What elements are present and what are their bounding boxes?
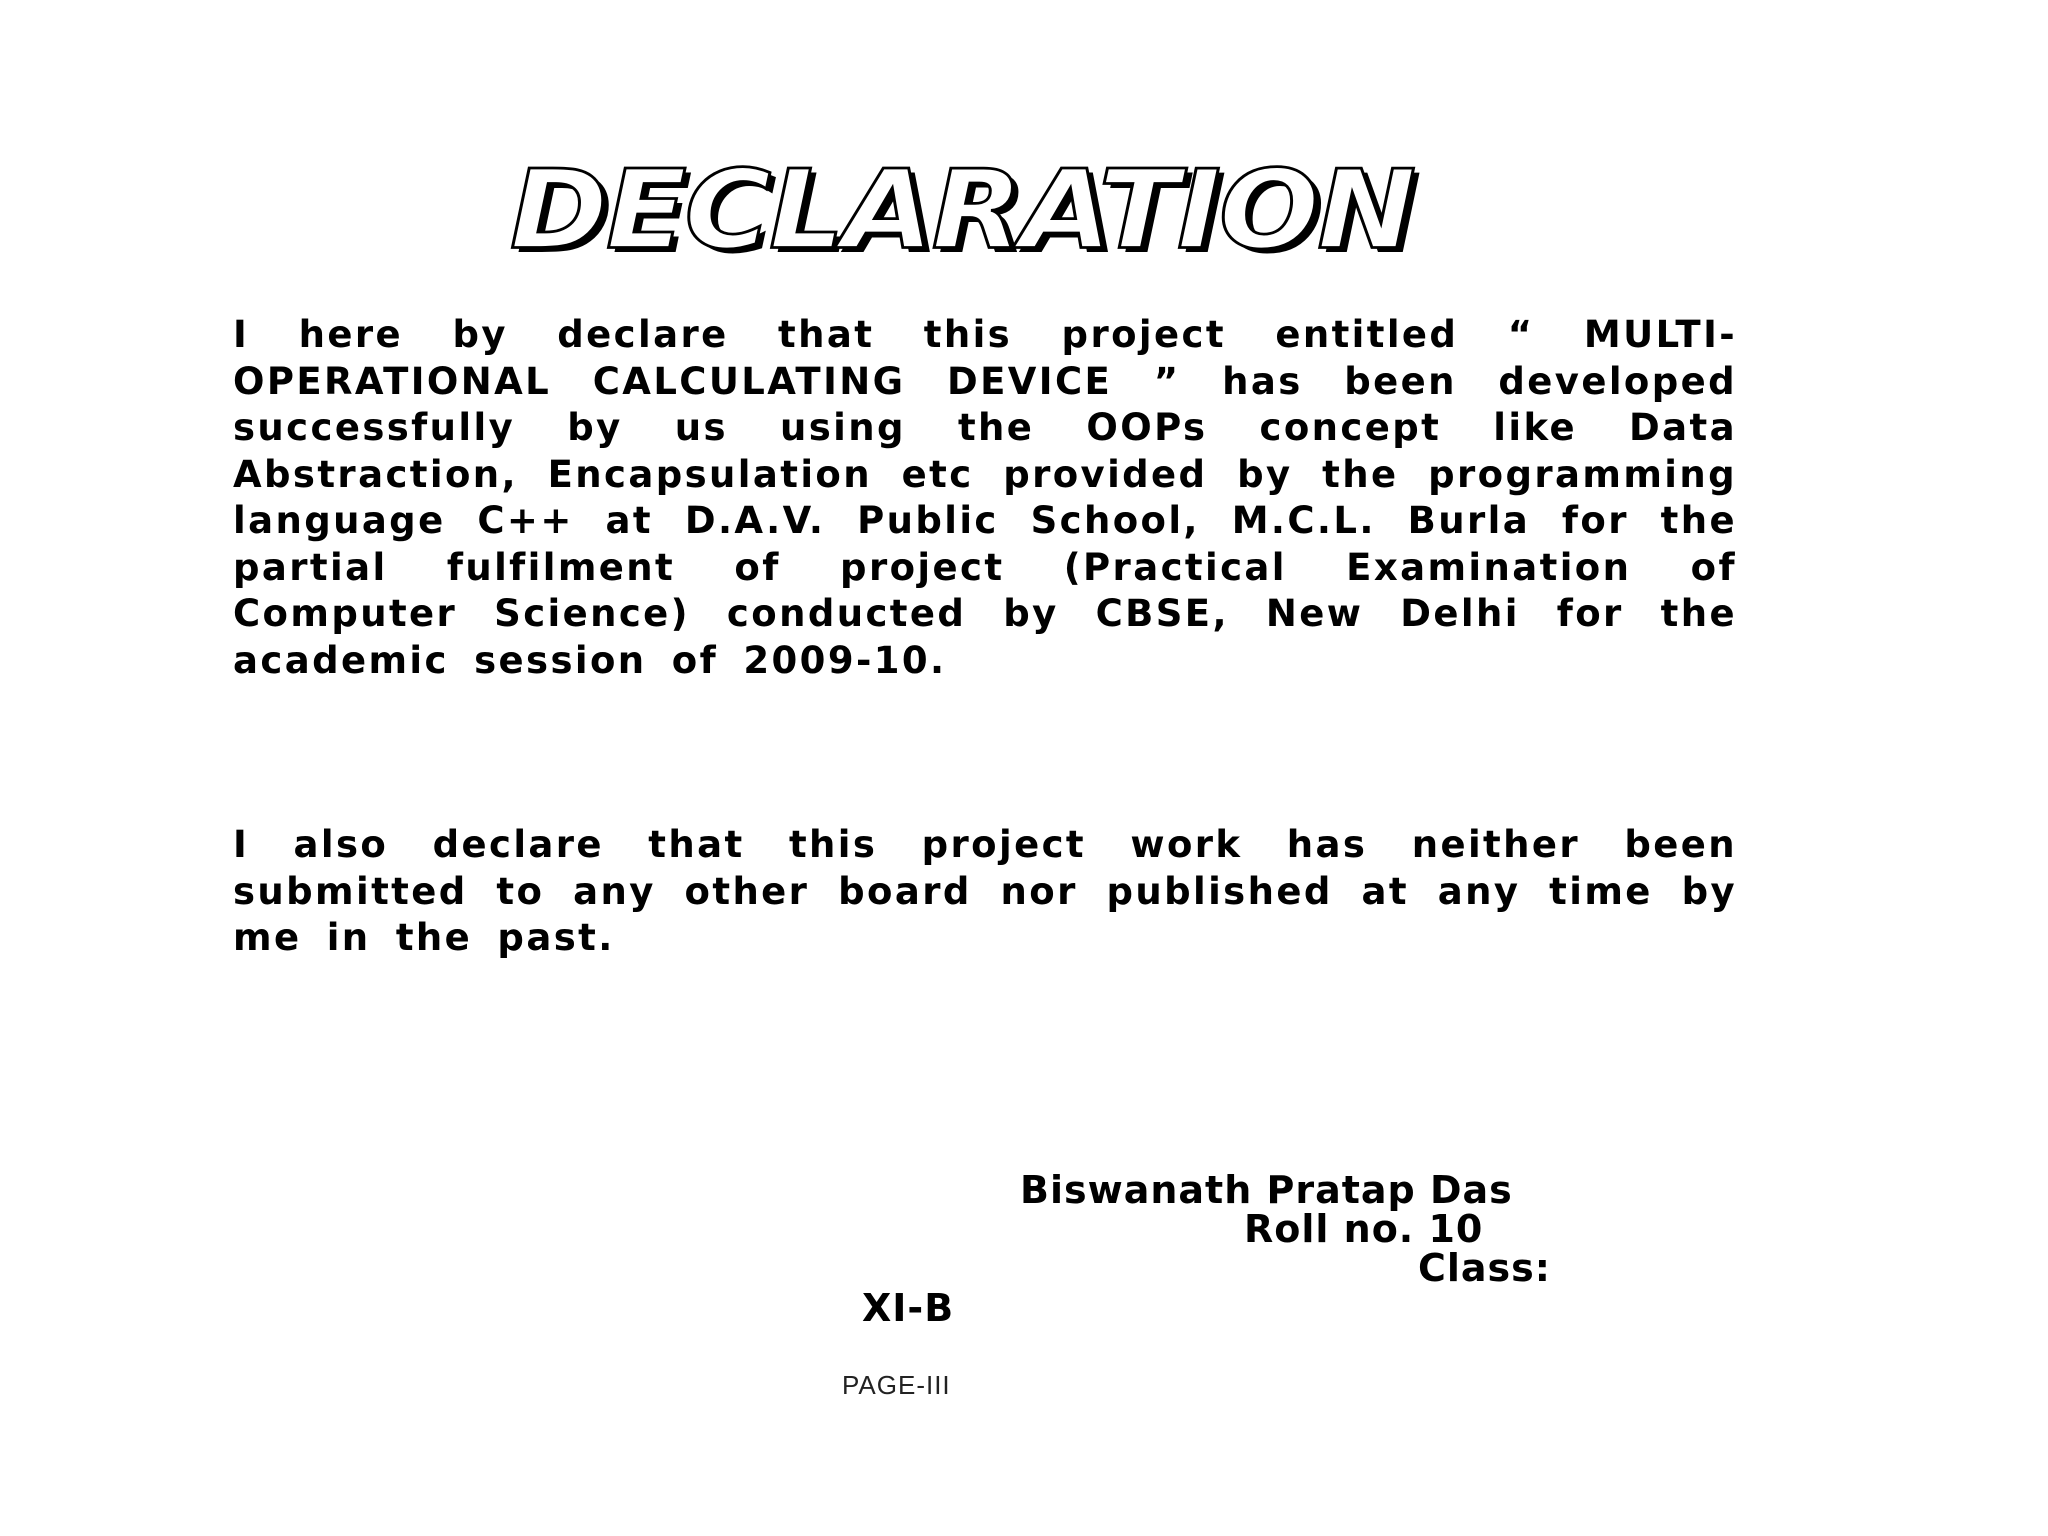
class-label: Class: bbox=[1418, 1246, 1551, 1290]
signatory-name: Biswanath Pratap Das bbox=[1020, 1168, 1513, 1212]
class-value: XI-B bbox=[862, 1286, 955, 1330]
declaration-paragraph: I also declare that this project work has neither been submitted to any other board nor published at any time by me in the past. bbox=[233, 823, 1737, 959]
page-number: PAGE-III bbox=[842, 1370, 951, 1400]
roll-number: Roll no. 10 bbox=[1244, 1207, 1484, 1251]
declaration-paragraph: I here by declare that this project entitled “ MULTI-OPERATIONAL CALCULATING DEVICE ” has been developed successfully by us using the OOPs concept like Data Abstraction, Encapsulation etc provided by the programming language C++ at D.A.V. Public School, M.C.L. Burla for the partial fulfilment of project (Practical Examination of Computer Science) conducted by CBSE, New Delhi for the academic session of 2009-10. bbox=[233, 313, 1737, 682]
declaration-title: DECLARATION bbox=[510, 146, 1415, 274]
